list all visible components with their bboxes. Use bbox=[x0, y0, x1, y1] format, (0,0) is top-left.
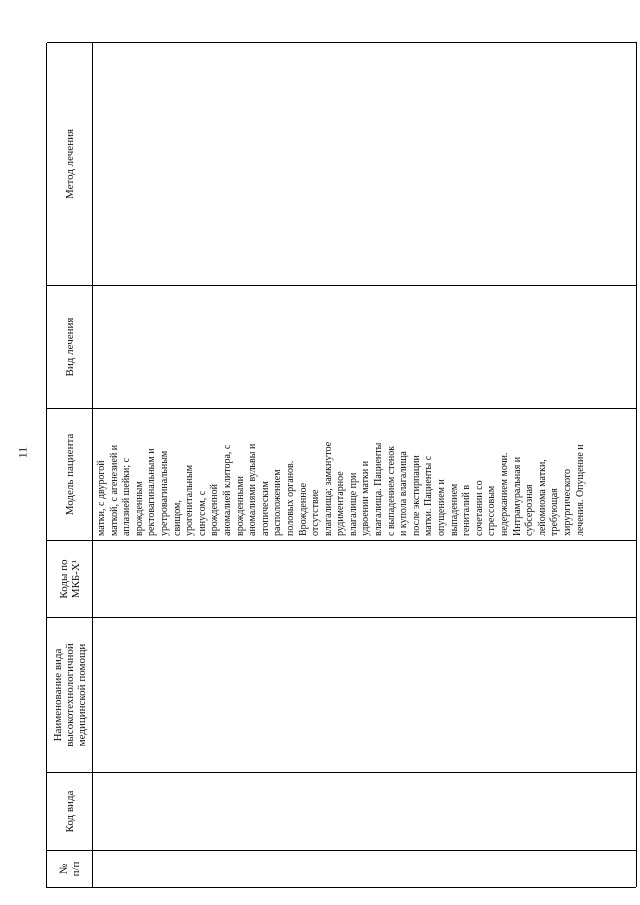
cell-number bbox=[93, 850, 637, 887]
rotated-table-wrapper bbox=[46, 43, 636, 888]
page-number: 11 bbox=[15, 446, 30, 459]
cell-treatment-method bbox=[93, 42, 637, 285]
header-patient-model: Модель пациента bbox=[47, 408, 93, 540]
cell-icd-codes bbox=[93, 540, 637, 617]
header-treatment-type: Вид лечения bbox=[47, 285, 93, 408]
cell-code bbox=[93, 772, 637, 850]
cell-name bbox=[93, 617, 637, 772]
header-name: Наименование вида высокотехнологичной медицинской помощи bbox=[47, 617, 93, 772]
cell-treatment-type bbox=[93, 285, 637, 408]
header-treatment-method: Метод лечения bbox=[47, 42, 93, 285]
treatment-table bbox=[46, 43, 636, 888]
cell-patient-model: матки, с двурогой маткой, с агенезией и аплазией шейки; с врожденным ректовагинальным и уретровагинальным свищом, урогенитальным синусом, с врожденной аномалией клитора, с врожденными аномалиями вульвы и атопическим расположением половых органов. Врожденное отсутствие влагалища; замкнутое рудиментарное влагалище при удвоении матки и влагалища. Пациенты с выпадением стенок и купола влагалища после экстирпации матки. Пациенты с опущением и выпадением гениталий в сочетании со стрессовым недержанием мочи. Интрамуральная и субсерозная лейомиома матки, требующая хирургического лечения. Опущение и bbox=[93, 408, 637, 540]
header-code: Код вида bbox=[47, 772, 93, 850]
header-icd-codes: Коды по МКБ-Х¹ bbox=[47, 540, 93, 617]
header-number: № п/п bbox=[47, 850, 93, 887]
